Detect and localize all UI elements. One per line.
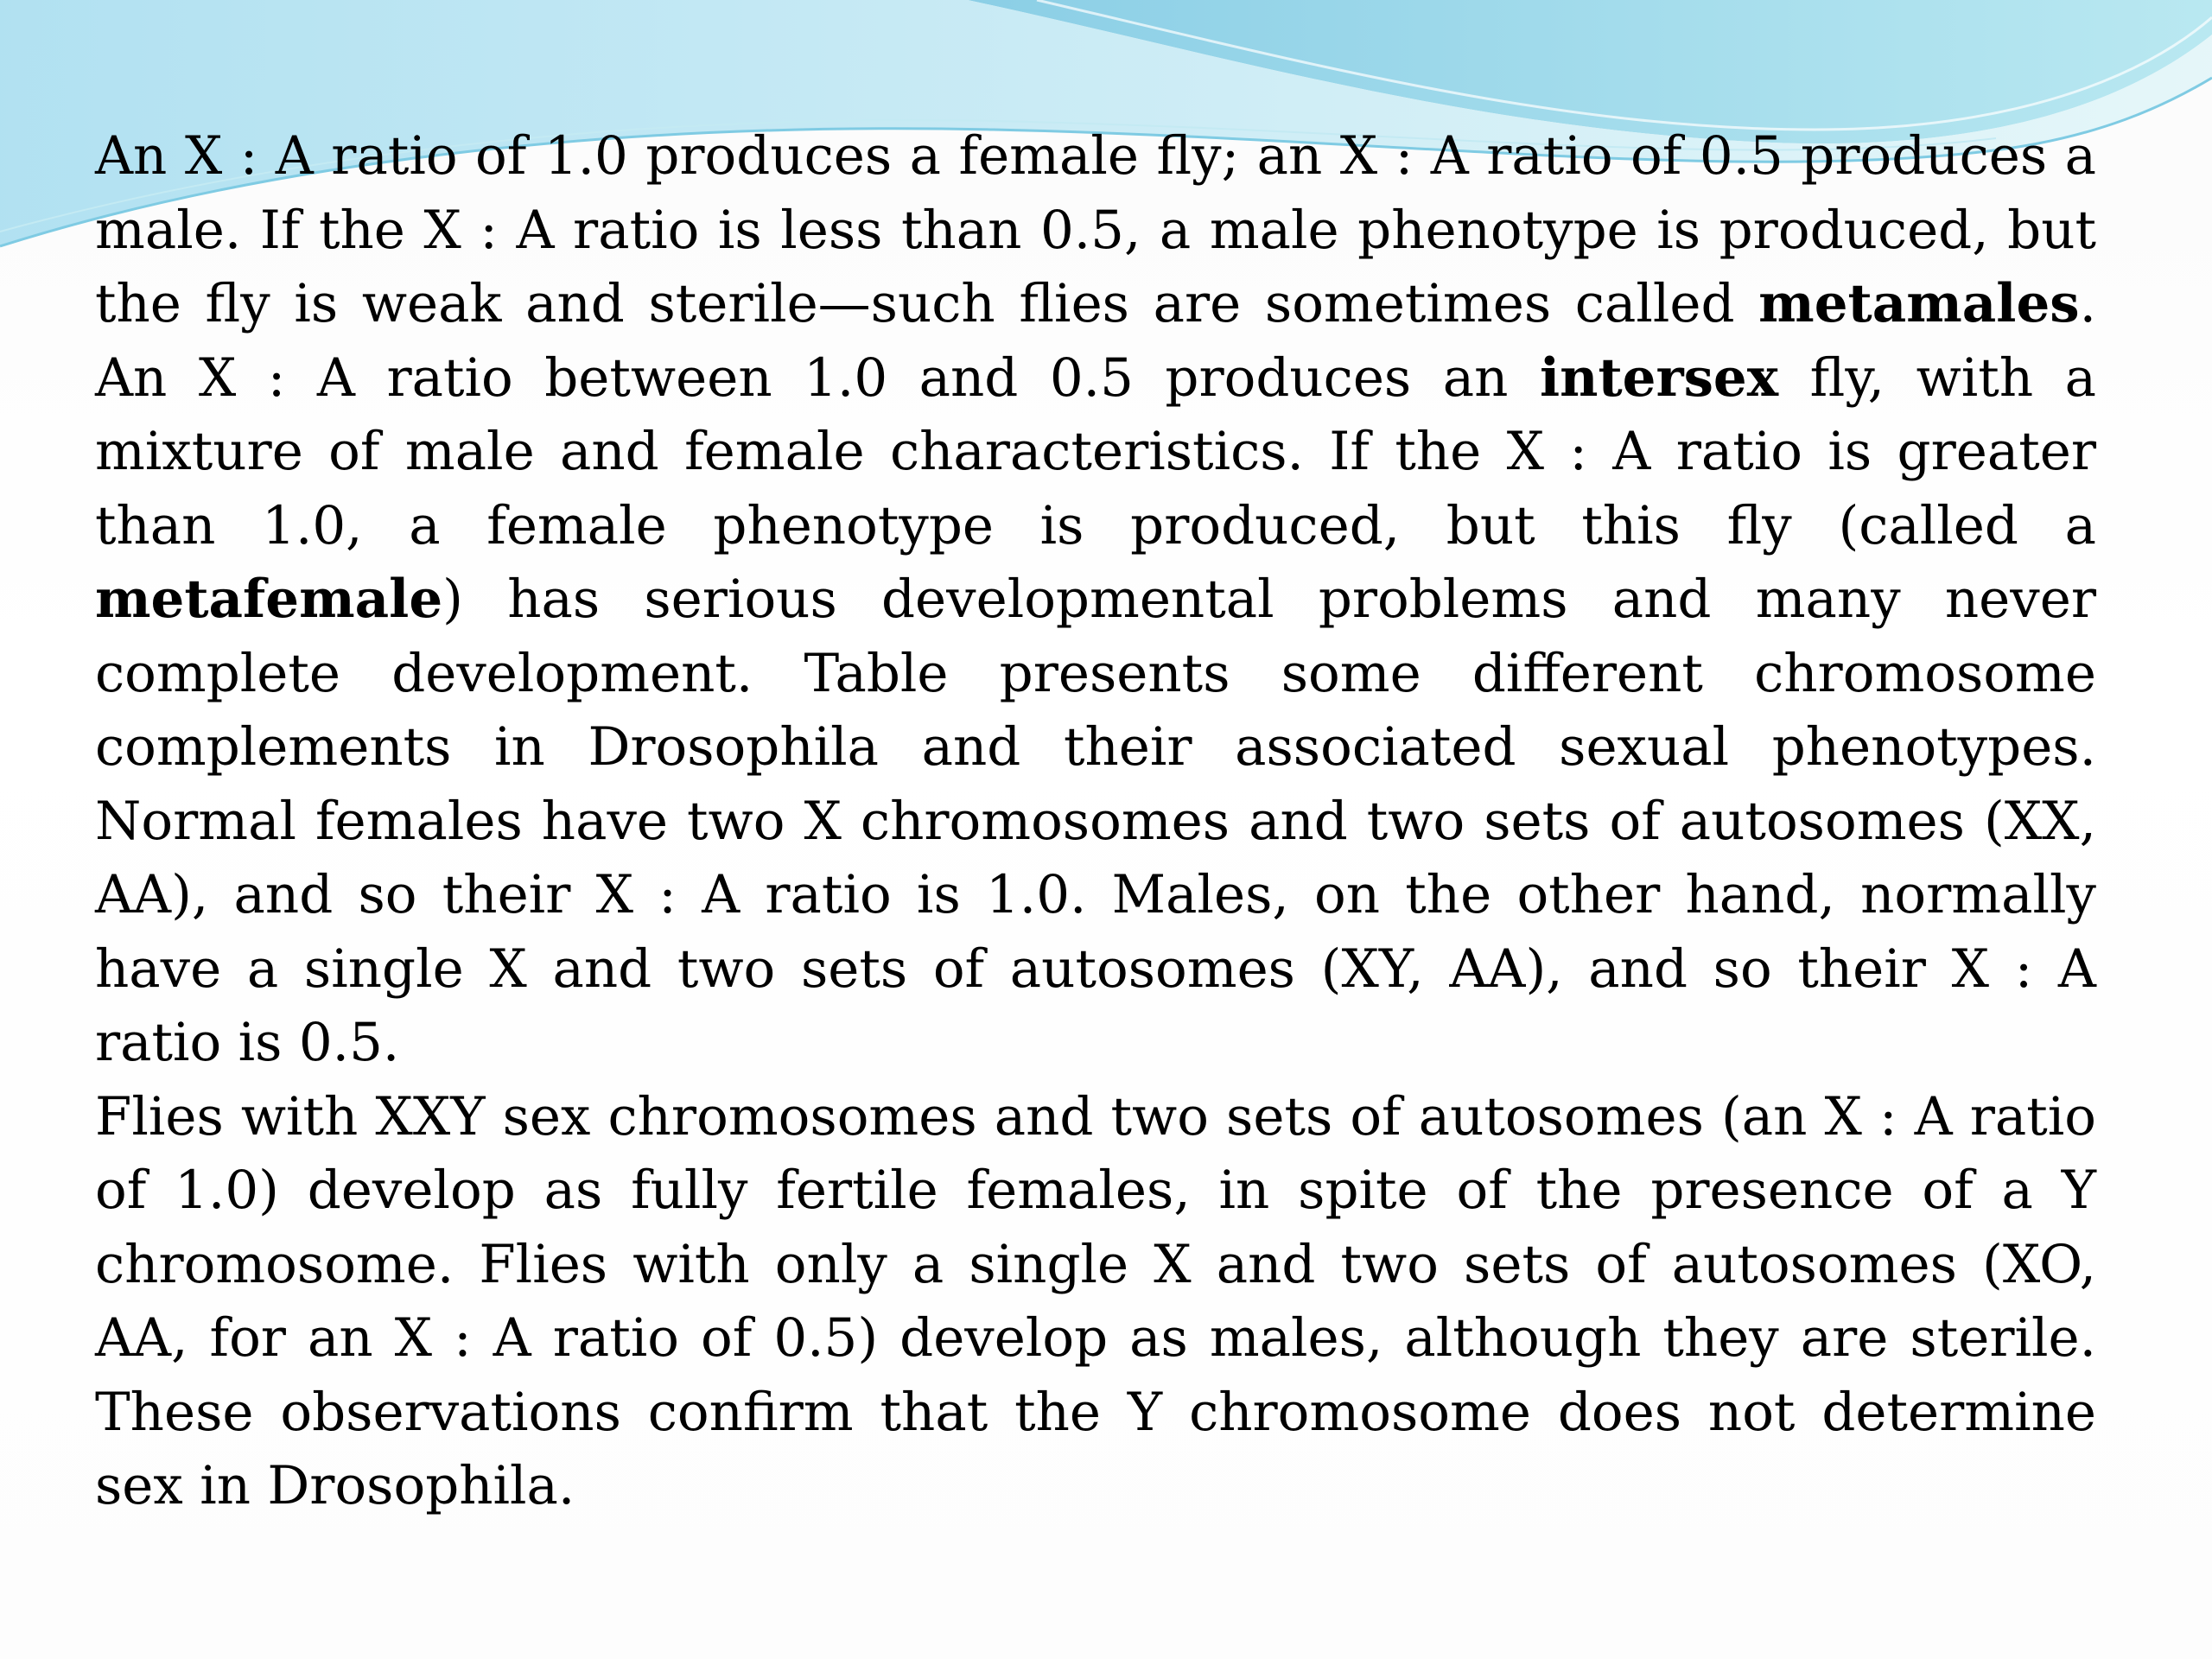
text-segment: Flies with XXY sex chromosomes and two sets of autosomes (an X : A ratio of 1.0) develop as fully fertile females, in spite of the presence of a Y chromosome. Flies with only a single X and two sets of autosomes (XO, AA, for an X : A ratio of 0.5) develop as males, although they are sterile. These observations confirm that the Y chromosome does not determine sex in Drosophila. — [95, 1085, 2096, 1516]
bold-term: metamales — [1758, 273, 2080, 334]
paragraph — [95, 1080, 2096, 1523]
body-text — [95, 119, 2096, 1523]
bold-term: metafemale — [95, 569, 443, 630]
bold-term: intersex — [1539, 346, 1779, 409]
text-segment: fly, with a mixture of male and female characteristics. If the X : A ratio is greater than 1.0, a female phenotype is produced, but this fly (called a — [95, 346, 2096, 556]
text-segment: . An X : A ratio between 1.0 and 0.5 produces an — [95, 273, 2096, 409]
text-segment: An X : A ratio of 1.0 produces a female fly; an X : A ratio of 0.5 produces a male. If the X : A ratio is less than 0.5, a male phenotype is produced, but the fly is weak and sterile—such flies are sometimes called — [95, 125, 2096, 334]
text-segment: ) has serious developmental problems and many never complete development. Table presents some different chromosome complements in Drosophila and their associated sexual phenotypes. Normal females have two X chromosomes and two sets of autosomes (XX, AA), and so their X : A ratio is 1.0. Males, on the other hand, normally have a single X and two sets of autosomes (XY, AA), and so their X : A ratio is 0.5. — [95, 569, 2096, 1073]
paragraph — [95, 119, 2096, 1080]
